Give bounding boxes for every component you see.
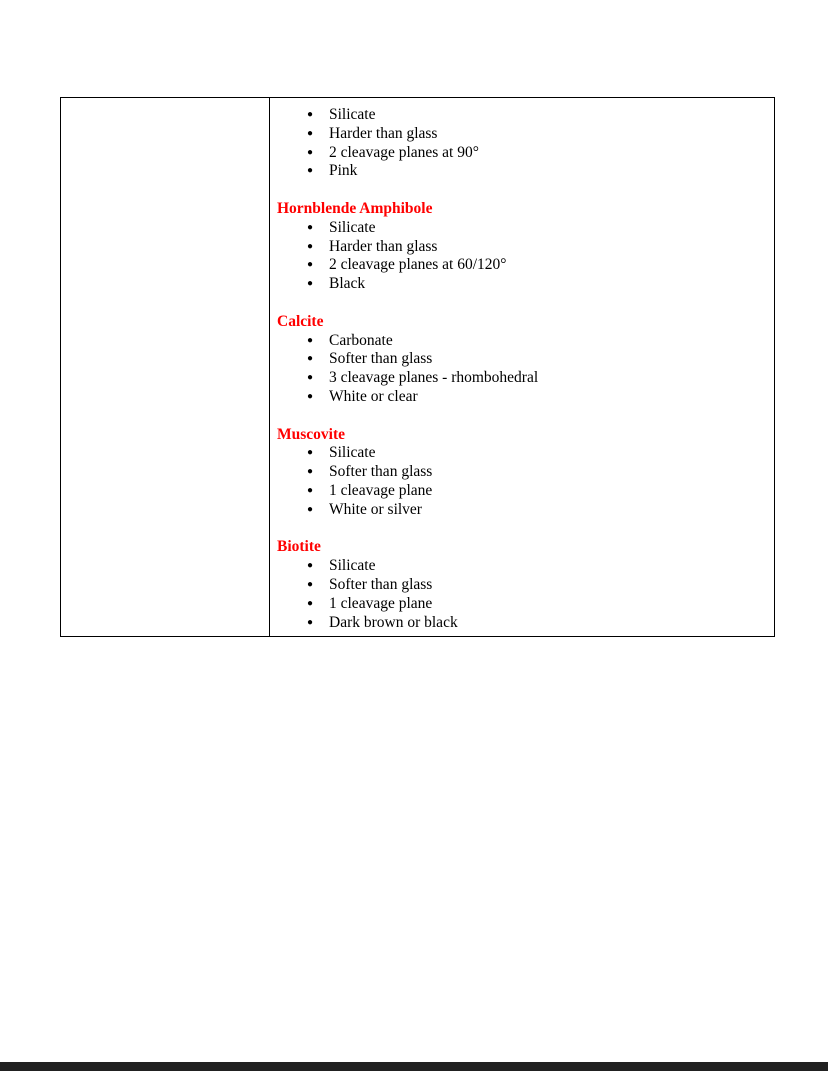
list-item-text: 1 cleavage plane — [329, 481, 433, 499]
list-item-text: 2 cleavage planes at 60/120° — [329, 256, 507, 274]
bullet-icon: ● — [307, 278, 314, 290]
list-item — [277, 444, 764, 463]
list-item-text: Black — [329, 275, 366, 293]
list-item — [277, 482, 764, 501]
list-item-text: Silicate — [329, 106, 376, 123]
list-item — [277, 369, 764, 388]
list-item — [277, 238, 764, 257]
list-item — [277, 219, 764, 238]
bullet-icon: ● — [307, 221, 314, 233]
list-item-text: Dark brown or black — [329, 613, 458, 631]
list-item — [277, 388, 764, 407]
list-item — [277, 350, 764, 369]
list-item — [277, 144, 764, 163]
list-item-text: Harder than glass — [329, 237, 438, 255]
list-item-text: Harder than glass — [329, 124, 438, 142]
mineral-heading: Biotite — [277, 538, 321, 556]
list-item-text: Carbonate — [329, 331, 393, 349]
list-item — [277, 332, 764, 351]
bullet-icon: ● — [307, 334, 314, 346]
bullet-list — [277, 332, 764, 407]
bullet-icon: ● — [307, 390, 314, 402]
bullet-icon: ● — [307, 466, 314, 478]
mineral-section — [277, 538, 764, 632]
bullet-icon: ● — [307, 109, 314, 120]
list-item — [277, 595, 764, 614]
list-item-text: Softer than glass — [329, 350, 433, 368]
bullet-list — [277, 444, 764, 519]
list-item-text: 2 cleavage planes at 90° — [329, 143, 479, 161]
list-item-text: White or clear — [329, 387, 418, 405]
list-item-text: Softer than glass — [329, 575, 433, 593]
list-item — [277, 576, 764, 595]
bullet-list — [277, 557, 764, 632]
bullet-icon: ● — [307, 578, 314, 590]
list-item — [277, 125, 764, 144]
table-cell-left-empty — [61, 98, 270, 636]
bullet-icon: ● — [307, 484, 314, 496]
list-item — [277, 614, 764, 633]
list-item-text: Silicate — [329, 218, 376, 236]
list-item-text: Silicate — [329, 557, 376, 575]
list-item-text: White or silver — [329, 500, 422, 518]
bullet-icon: ● — [307, 146, 314, 158]
mineral-section — [277, 426, 764, 520]
bullet-icon: ● — [307, 127, 314, 139]
bullet-icon: ● — [307, 447, 314, 459]
mineral-heading: Calcite — [277, 312, 324, 330]
list-item — [277, 501, 764, 520]
bullet-icon: ● — [307, 372, 314, 384]
bullet-icon: ● — [307, 616, 314, 628]
minerals-table — [60, 97, 775, 637]
list-item — [277, 275, 764, 294]
list-item-text: Pink — [329, 162, 358, 180]
list-item — [277, 463, 764, 482]
list-item-text: 1 cleavage plane — [329, 594, 433, 612]
bullet-icon: ● — [307, 353, 314, 365]
bullet-icon: ● — [307, 240, 314, 252]
mineral-section — [277, 106, 764, 181]
mineral-section — [277, 200, 764, 294]
bullet-icon: ● — [307, 560, 314, 572]
mineral-section — [277, 313, 764, 407]
list-item — [277, 106, 764, 125]
list-item-text: Softer than glass — [329, 463, 433, 481]
bullet-list — [277, 106, 764, 181]
list-item — [277, 557, 764, 576]
list-item — [277, 162, 764, 181]
mineral-heading: Hornblende Amphibole — [277, 199, 433, 217]
page-bottom-edge — [0, 1062, 828, 1071]
list-item-text: Silicate — [329, 444, 376, 462]
bullet-icon: ● — [307, 165, 314, 177]
mineral-heading: Muscovite — [277, 425, 346, 443]
table-cell-minerals — [270, 98, 774, 636]
list-item-text: 3 cleavage planes - rhombohedral — [329, 369, 539, 387]
bullet-list — [277, 219, 764, 294]
bullet-icon: ● — [307, 597, 314, 609]
list-item — [277, 256, 764, 275]
bullet-icon: ● — [307, 503, 314, 515]
bullet-icon: ● — [307, 259, 314, 271]
